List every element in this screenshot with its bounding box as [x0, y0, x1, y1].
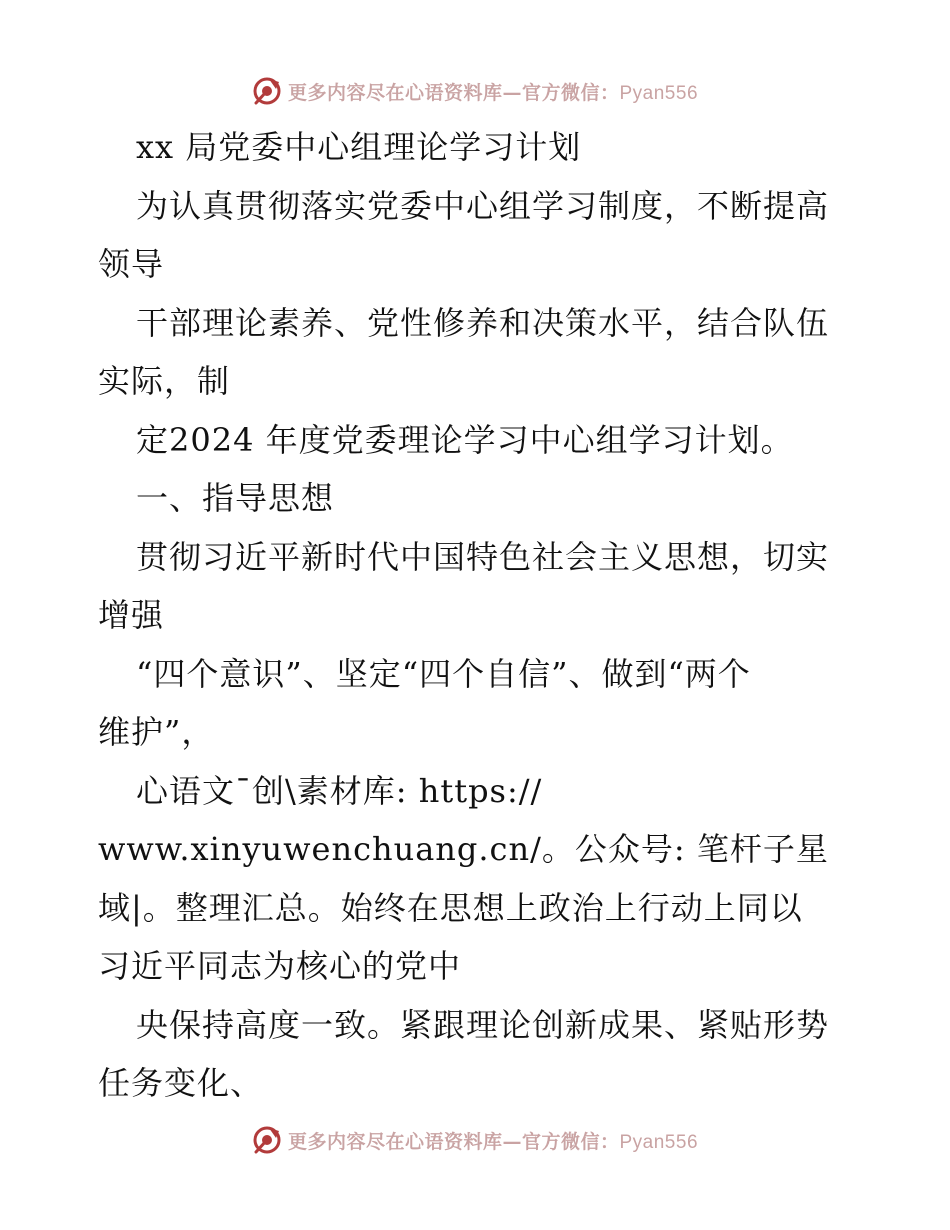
text-line: 任务变化、 [98, 1064, 264, 1102]
text-line: xx 局党委中心组理论学习计划 [136, 128, 582, 166]
text-line: 定2024 年度党委理论学习中心组学习计划。 [136, 420, 794, 459]
text-line: www.xinyuwenchuang.cn/。公众号: 笔杆子星 [98, 830, 829, 868]
footer-watermark [0, 1120, 950, 1160]
watermark-id: Pyan556 [619, 1131, 699, 1153]
text-line: 干部理论素养、党性修养和决策水平，结合队伍 [136, 303, 830, 342]
text-line: 央保持高度一致。紧跟理论创新成果、紧贴形势 [136, 1005, 830, 1044]
text-line: “四个意识”、坚定“四个自信”、做到“两个 [136, 654, 751, 693]
text-line: 增强 [98, 596, 165, 634]
text-line: 心语文¯创\素材库: https:// [136, 771, 543, 810]
watermark-id: Pyan556 [619, 82, 699, 104]
header-watermark [0, 71, 950, 111]
watermark-text: 更多内容尽在心语资料库—官方微信：Pyan556 [287, 81, 699, 104]
text-line: 贯彻习近平新时代中国特色社会主义思想，切实 [136, 537, 830, 576]
text-line: 维护”， [98, 713, 215, 751]
text-line: 一、指导思想 [136, 479, 335, 517]
text-line: 域|。整理汇总。始终在思想上政治上行动上同以 [98, 888, 803, 927]
watermark-text: 更多内容尽在心语资料库—官方微信：Pyan556 [287, 1130, 699, 1153]
text-line: 实际，制 [98, 362, 231, 400]
text-line: 领导 [98, 245, 165, 283]
text-line: 为认真贯彻落实党委中心组学习制度，不断提高 [136, 186, 830, 225]
pen-circle-logo-icon [252, 76, 282, 106]
document-body [98, 118, 858, 1113]
text-line: 习近平同志为核心的党中 [98, 947, 462, 985]
pen-circle-logo-icon [252, 1125, 282, 1155]
